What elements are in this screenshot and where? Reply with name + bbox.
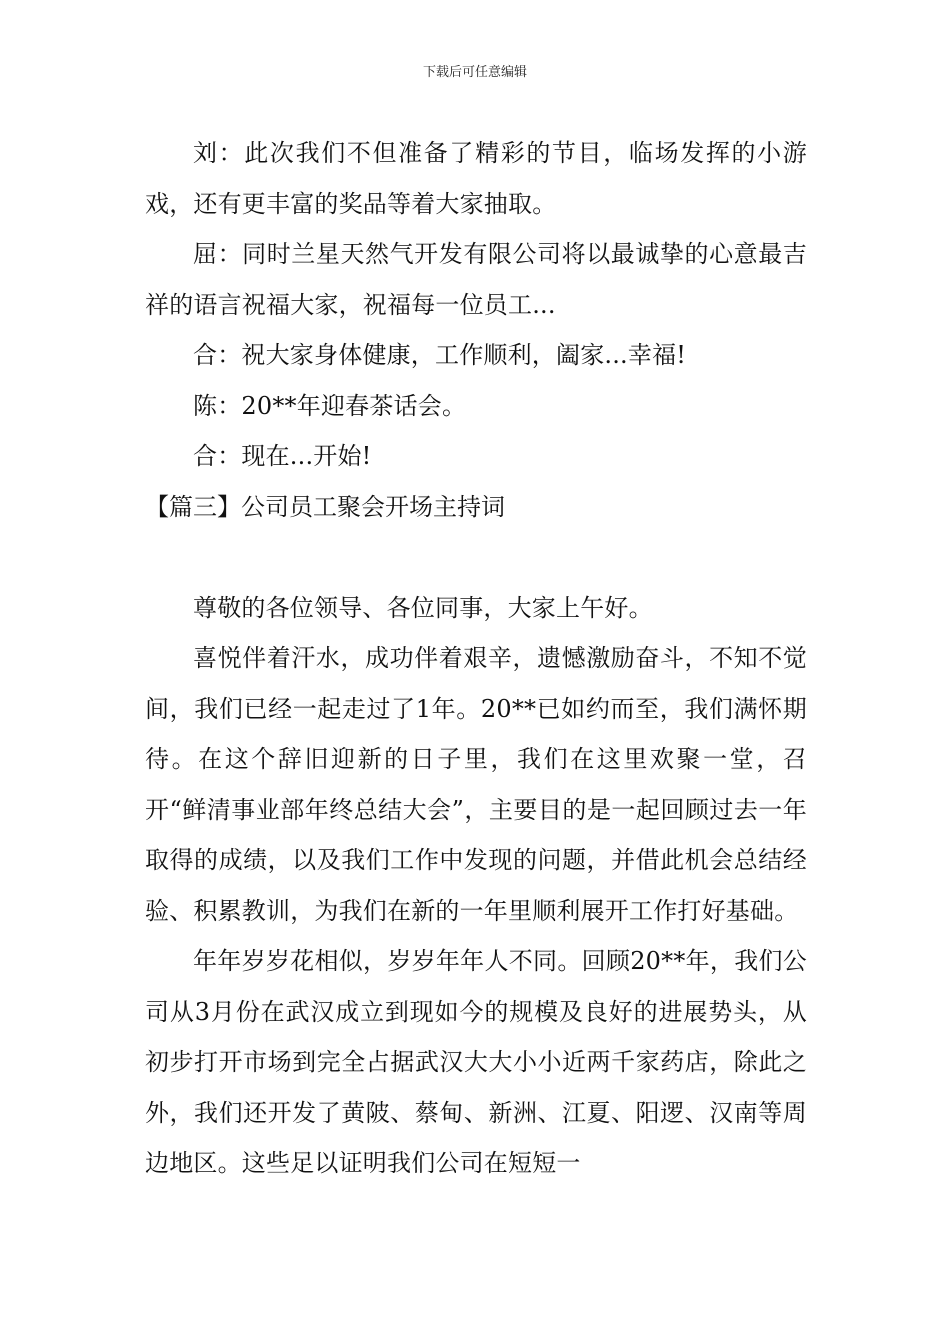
paragraph-together-1: 合：祝大家身体健康，工作顺利，阖家...幸福!: [193, 341, 687, 369]
paragraph-together-2: 合：现在...开始!: [193, 442, 372, 470]
paragraph-liu: 刘：此次我们不但准备了精彩的节目，临场发挥的小游戏，还有更丰富的奖品等着大家抽取。: [145, 139, 807, 218]
section-title: 【篇三】公司员工聚会开场主持词: [145, 492, 505, 521]
page-header: 下载后可任意编辑: [422, 65, 527, 80]
paragraph-greeting: 尊敬的各位领导、各位同事，大家上午好。: [193, 593, 653, 622]
paragraph-review: 喜悦伴着汗水，成功伴着艰辛，遗憾激励奋斗，不知不觉间，我们已经一起走过了1年。20**已如约而至，我们满怀期待。在这个辞旧迎新的日子里，我们在这里欢聚一堂，召开“鲜清事业部年终总结大会”，主要目的是一起回顾过去一年取得的成绩，以及我们工作中发现的问题，并借此机会总结经验、积累教训，为我们在新的一年里顺利展开工作打好基础。: [145, 644, 807, 925]
paragraph-qu: 屈：同时兰星天然气开发有限公司将以最诚挚的心意最吉祥的语言祝福大家，祝福每一位员工...: [145, 240, 807, 319]
document-body: [145, 128, 807, 1189]
blank-line: [145, 532, 807, 583]
paragraph-chen: 陈：20**年迎春茶话会。: [193, 391, 467, 420]
paragraph-year-review: 年年岁岁花相似，岁岁年年人不同。回顾20**年，我们公司从3月份在武汉成立到现如今的规模及良好的进展势头，从初步打开市场到完全占据武汉大大小小近两千家药店，除此之外，我们还开发了黄陂、蔡甸、新洲、江夏、阳逻、汉南等周边地区。这些足以证明我们公司在短短一: [145, 947, 807, 1177]
